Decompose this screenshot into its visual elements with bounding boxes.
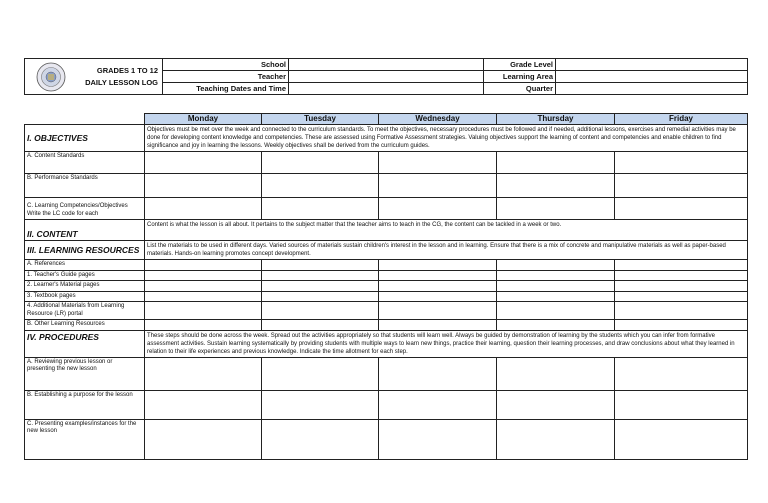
cell[interactable]: [497, 270, 615, 281]
cell[interactable]: [615, 270, 748, 281]
cell[interactable]: [262, 419, 379, 459]
establishing-purpose-label: B. Establishing a purpose for the lesson: [25, 390, 145, 419]
reviewing-lesson-label: A. Reviewing previous lesson or presenting the new lesson: [25, 357, 145, 390]
cell[interactable]: [262, 357, 379, 390]
cell[interactable]: [145, 270, 262, 281]
cell[interactable]: [379, 291, 497, 302]
cell[interactable]: [145, 198, 262, 220]
cell[interactable]: [497, 302, 615, 320]
references-label: A. References: [25, 260, 145, 271]
cell[interactable]: [379, 281, 497, 292]
cell[interactable]: [379, 302, 497, 320]
day-header-friday: Friday: [615, 114, 748, 125]
cell[interactable]: [145, 281, 262, 292]
procedures-title: IV. PROCEDURES: [25, 330, 145, 357]
cell[interactable]: [497, 390, 615, 419]
cell[interactable]: [262, 260, 379, 271]
teachers-guide-label: 1. Teacher's Guide pages: [25, 270, 145, 281]
cell[interactable]: [379, 174, 497, 198]
cell[interactable]: [262, 291, 379, 302]
objectives-title: I. OBJECTIVES: [25, 125, 145, 152]
content-standards-label: A. Content Standards: [25, 152, 145, 174]
cell[interactable]: [262, 320, 379, 331]
cell[interactable]: [615, 320, 748, 331]
cell[interactable]: [615, 260, 748, 271]
performance-standards-label: B. Performance Standards: [25, 174, 145, 198]
dates-field[interactable]: [289, 83, 484, 95]
grade-level-field[interactable]: [556, 59, 748, 71]
cell[interactable]: [145, 174, 262, 198]
cell[interactable]: [615, 291, 748, 302]
content-title: II. CONTENT: [25, 220, 145, 241]
cell[interactable]: [379, 152, 497, 174]
cell[interactable]: [615, 357, 748, 390]
cell[interactable]: [379, 260, 497, 271]
cell[interactable]: [615, 198, 748, 220]
cell[interactable]: [262, 281, 379, 292]
cell[interactable]: [145, 302, 262, 320]
grades-label: GRADES 1 TO 12: [96, 65, 158, 75]
presenting-examples-label: C. Presenting examples/instances for the new lesson: [25, 419, 145, 459]
cell[interactable]: [379, 390, 497, 419]
cell[interactable]: [497, 198, 615, 220]
cell[interactable]: [145, 390, 262, 419]
cell[interactable]: [262, 152, 379, 174]
cell[interactable]: [262, 198, 379, 220]
cell[interactable]: [497, 260, 615, 271]
procedures-note: These steps should be done across the week. Spread out the activities appropriately so that students will learn well. Always be guided by demonstration of learning by the students which you can infer from formative assessment activities. Sustain learning systematically by providing students with multiple ways to learn new things, practice their learning, question their learning processes, and draw conclusions about what they learned in relation to their life experiences and previous knowledge. Indicate the time allotment for each step.: [145, 330, 748, 357]
cell[interactable]: [145, 152, 262, 174]
cell[interactable]: [379, 419, 497, 459]
cell[interactable]: [497, 174, 615, 198]
log-title: DAILY LESSON LOG: [85, 77, 158, 87]
cell[interactable]: [145, 260, 262, 271]
cell[interactable]: [379, 320, 497, 331]
cell[interactable]: [379, 357, 497, 390]
day-header-thursday: Thursday: [497, 114, 615, 125]
dates-label: Teaching Dates and Time: [163, 83, 289, 95]
textbook-pages-label: 3. Textbook pages: [25, 291, 145, 302]
learning-competencies-label: C. Learning Competencies/Objectives Write the LC code for each: [25, 198, 145, 220]
school-field[interactable]: [289, 59, 484, 71]
cell[interactable]: [615, 390, 748, 419]
cell[interactable]: [615, 419, 748, 459]
additional-materials-label: 4. Additional Materials from Learning Resource (LR) portal: [25, 302, 145, 320]
cell[interactable]: [615, 281, 748, 292]
cell[interactable]: [379, 270, 497, 281]
cell[interactable]: [615, 152, 748, 174]
cell[interactable]: [497, 152, 615, 174]
grade-level-label: Grade Level: [484, 59, 556, 71]
learners-material-label: 2. Learner's Material pages: [25, 281, 145, 292]
cell[interactable]: [262, 174, 379, 198]
other-resources-label: B. Other Learning Resources: [25, 320, 145, 331]
teacher-field[interactable]: [289, 71, 484, 83]
school-label: School: [163, 59, 289, 71]
lesson-log-table: [24, 113, 748, 460]
cell[interactable]: [145, 320, 262, 331]
lesson-log-header: [24, 58, 747, 95]
learning-area-field[interactable]: [556, 71, 748, 83]
cell[interactable]: [497, 291, 615, 302]
cell[interactable]: [145, 291, 262, 302]
learning-resources-note: List the materials to be used in different days. Varied sources of materials sustain children's interest in the lesson and in learning. Ensure that there is a mix of concrete and manipulative materials as well as paper-based materials. Hands-on learning promotes concept development.: [145, 241, 748, 260]
cell[interactable]: [145, 357, 262, 390]
objectives-note: Objectives must be met over the week and connected to the curriculum standards. To meet the objectives, necessary procedures must be followed and if needed, additional lessons, exercises and remedial activities may be done for developing content knowledge and competencies. These are assessed using Formative Assessment strategies. Valuing objectives support the learning of content and competencies and enable children to find significance and joy in learning the lessons. Weekly objectives shall be derived from the curriculum guides.: [145, 125, 748, 152]
cell[interactable]: [262, 270, 379, 281]
learning-resources-title: III. LEARNING RESOURCES: [25, 241, 145, 260]
cell[interactable]: [379, 198, 497, 220]
cell[interactable]: [497, 320, 615, 331]
cell[interactable]: [262, 302, 379, 320]
quarter-field[interactable]: [556, 83, 748, 95]
cell[interactable]: [615, 302, 748, 320]
teacher-label: Teacher: [163, 71, 289, 83]
cell[interactable]: [615, 174, 748, 198]
day-header-wednesday: Wednesday: [379, 114, 497, 125]
cell[interactable]: [145, 419, 262, 459]
learning-area-label: Learning Area: [484, 71, 556, 83]
day-header-tuesday: Tuesday: [262, 114, 379, 125]
cell[interactable]: [262, 390, 379, 419]
cell[interactable]: [497, 281, 615, 292]
cell[interactable]: [497, 419, 615, 459]
quarter-label: Quarter: [484, 83, 556, 95]
cell[interactable]: [497, 357, 615, 390]
day-header-monday: Monday: [145, 114, 262, 125]
content-note: Content is what the lesson is all about. It pertains to the subject matter that the teacher aims to teach in the CG, the content can be tackled in a week or two.: [145, 220, 748, 241]
